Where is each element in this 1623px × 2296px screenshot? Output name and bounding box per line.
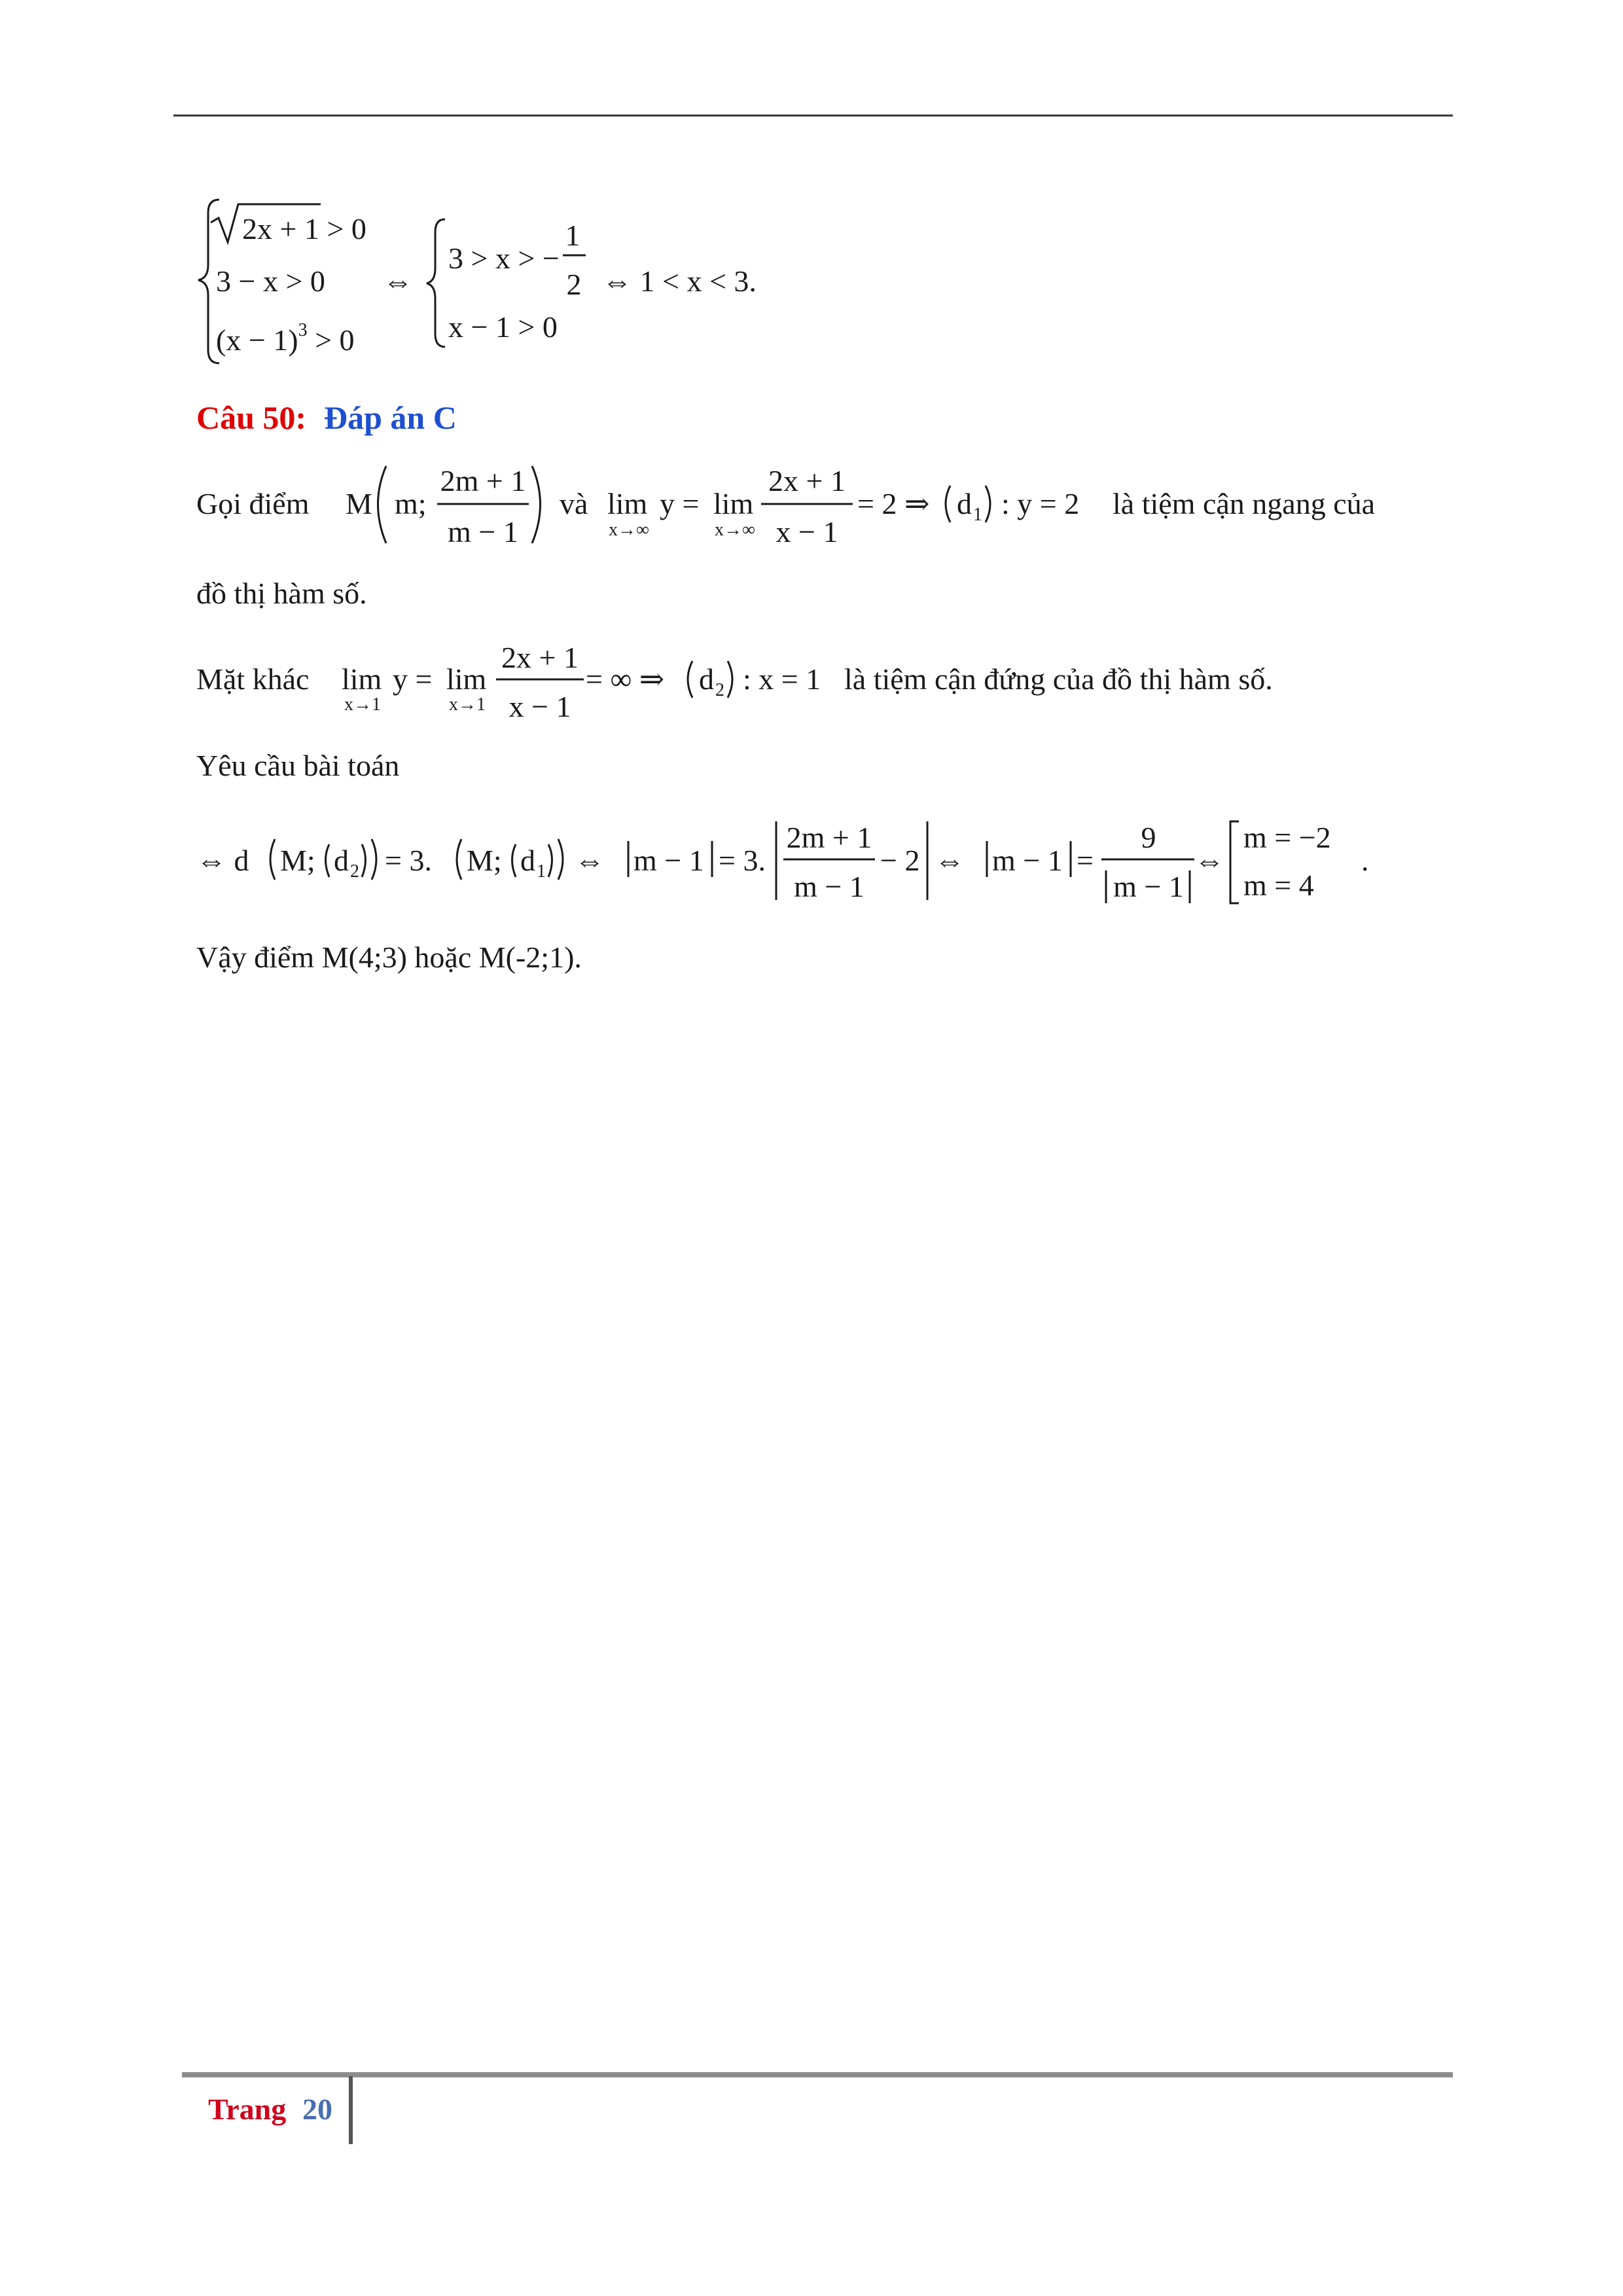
para1-frac1-den: m − 1 xyxy=(448,515,518,548)
paren-right xyxy=(532,466,541,543)
eq-equals: = xyxy=(1077,844,1094,877)
eq-equiv-1: ⇔ xyxy=(575,844,605,877)
eq-paren-4-left xyxy=(512,844,516,877)
para2-asymptote-eq: : x = 1 xyxy=(743,662,821,696)
lim-3: lim xyxy=(342,662,382,696)
para1-and: và xyxy=(560,487,588,520)
eq-abs1: m − 1 xyxy=(633,844,704,877)
eq-frac2-den: m − 1 xyxy=(1113,870,1184,903)
eq-sol2: m = 4 xyxy=(1243,869,1314,902)
eq-part2: = 3. xyxy=(385,844,432,877)
eq-frac-num: 2m + 1 xyxy=(786,821,872,854)
footer-divider xyxy=(349,2076,353,2144)
system-line-3: $(x - 1)^3 > 0$ xyxy=(216,320,355,357)
lim-2-sub: x→∞ xyxy=(715,520,755,540)
para2-frac-den: x − 1 xyxy=(508,690,571,723)
eq-paren-1-right xyxy=(372,839,376,880)
eq-paren-2-left xyxy=(326,844,330,877)
eq-equiv-2: ⇔ xyxy=(935,844,965,877)
eq-paren-3-right xyxy=(558,839,563,880)
eq-d1-sub: 1 xyxy=(537,861,546,882)
eq-d2: d xyxy=(334,844,349,877)
system2-line-1: 3 > x > − xyxy=(448,242,560,275)
paren-left xyxy=(378,466,387,543)
question-heading xyxy=(196,399,457,436)
eq-dot: . xyxy=(1361,844,1369,877)
d1-subscript: 1 xyxy=(973,505,982,525)
eq-d2-sub: 2 xyxy=(350,861,359,882)
solution-bracket xyxy=(1230,821,1239,903)
d1-paren-left xyxy=(946,486,950,522)
page-number: 20 xyxy=(302,2092,332,2126)
eq-paren-1-left xyxy=(270,839,275,880)
eq-paren-2-right xyxy=(362,844,366,877)
para3: Yêu cầu bài toán xyxy=(196,749,400,782)
eq-frac-den: m − 1 xyxy=(794,870,865,903)
right-brace xyxy=(427,219,445,347)
para1-frac1-num: 2m + 1 xyxy=(440,464,526,497)
d2-subscript: 2 xyxy=(715,680,724,700)
eq-paren-4-right xyxy=(548,844,552,877)
para1-frac2-den: x − 1 xyxy=(776,515,838,548)
para1-y: y = xyxy=(660,487,700,520)
half-denominator: 2 xyxy=(566,268,582,301)
main-equation xyxy=(196,821,1369,903)
eq-part3: = 3. xyxy=(719,844,766,877)
paragraph-vertical-asymptote xyxy=(196,641,1273,723)
inequality-system xyxy=(198,200,757,363)
para2-intro: Mặt khác xyxy=(196,662,310,696)
eq-sol1: m = −2 xyxy=(1243,821,1331,854)
paragraph-horizontal-asymptote xyxy=(196,464,1375,610)
eq-m1: M; xyxy=(280,844,315,877)
system-result: ⇔ 1 < x < 3. xyxy=(602,264,757,298)
system2-line-2: x − 1 > 0 xyxy=(448,310,558,344)
eq-d1: d xyxy=(520,844,535,877)
eq-equiv-3: ⇔ xyxy=(1194,844,1224,877)
d2-paren-left xyxy=(688,661,692,698)
para1-asymptote-eq: : y = 2 xyxy=(1001,487,1080,520)
para2-end: là tiệm cận đứng của đồ thị hàm số. xyxy=(844,662,1273,696)
system-line-1: 2x + 1 > 0 xyxy=(242,212,366,245)
lim-1-sub: x→∞ xyxy=(609,520,649,540)
eq-part1: ⇔ d xyxy=(196,844,249,877)
eq-minus2: − 2 xyxy=(880,844,920,877)
eq-frac2-num: 9 xyxy=(1141,821,1156,854)
point-m: M xyxy=(346,487,372,520)
question-label: Câu 50: xyxy=(196,399,307,436)
lim-3-sub: x→1 xyxy=(344,694,381,715)
system-line-2: 3 − x > 0 xyxy=(216,264,325,298)
lim-4: lim xyxy=(446,662,487,696)
eq-m2: M; xyxy=(467,844,502,877)
equivalence-symbol: ⇔ xyxy=(383,264,413,298)
lim-2: lim xyxy=(713,487,754,520)
footer-rule xyxy=(182,2072,1453,2077)
lim-4-sub: x→1 xyxy=(449,694,486,715)
d1-label: d xyxy=(957,487,972,520)
lim-1: lim xyxy=(607,487,648,520)
half-numerator: 1 xyxy=(565,219,580,252)
para1-frac2-num: 2x + 1 xyxy=(768,464,846,497)
answer-label: Đáp án C xyxy=(324,399,457,436)
eq-abs2: m − 1 xyxy=(992,844,1063,877)
para1-end: là tiệm cận ngang của xyxy=(1113,487,1376,520)
footer-label: Trang xyxy=(208,2092,287,2126)
para1-result: = 2 ⇒ xyxy=(857,487,930,520)
d2-label: d xyxy=(699,662,714,696)
para1-line2: đồ thị hàm số. xyxy=(196,577,367,610)
d2-paren-right xyxy=(728,661,732,698)
para2-y: y = xyxy=(393,662,433,696)
d1-paren-right xyxy=(986,486,990,522)
para1-intro: Gọi điểm xyxy=(196,487,310,520)
conclusion: Vậy điểm M(4;3) hoặc M(-2;1). xyxy=(196,941,582,974)
para2-result: = ∞ ⇒ xyxy=(586,662,665,696)
para2-frac-num: 2x + 1 xyxy=(501,641,579,674)
point-m-arg: m; xyxy=(395,487,427,520)
eq-paren-3-left xyxy=(457,839,461,880)
